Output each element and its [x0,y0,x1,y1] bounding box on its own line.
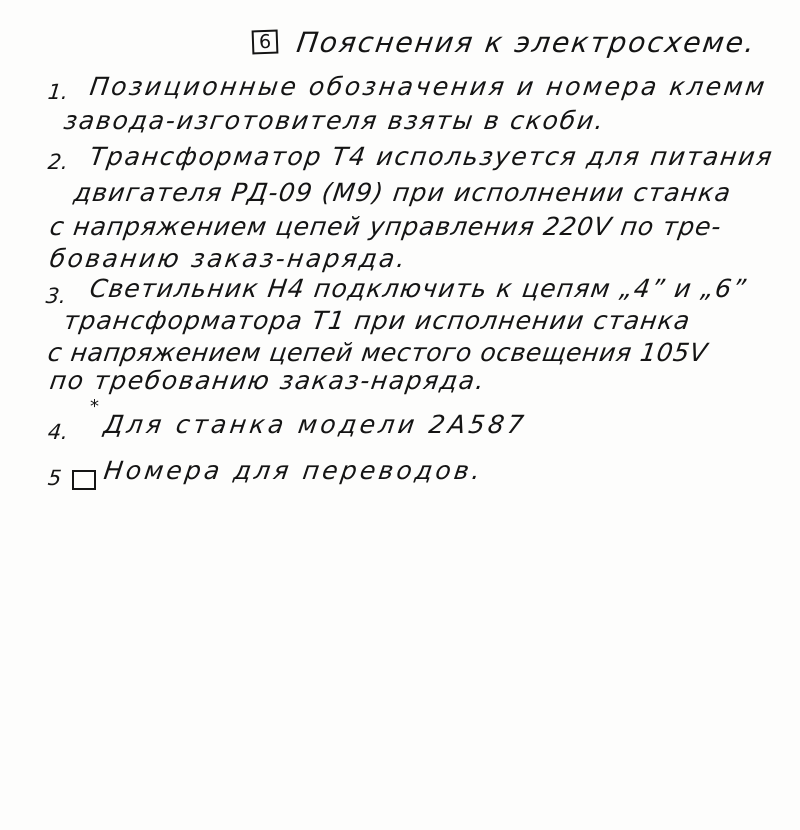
note-4-number: 4. [46,420,70,444]
note-4-asterisk: * [90,396,99,417]
note-3-line-1: Светильник Н4 подключить к цепям „4” и „6” [88,274,749,303]
section-title: Пояснения к электросхеме. [294,26,759,59]
note-5-number: 5 [46,466,63,490]
note-3-number: 3. [44,284,68,308]
section-heading [252,26,759,66]
note-1-number: 1. [46,80,70,104]
note-2-line-1: Трансформатор Т4 используется для питания [88,142,776,171]
note-3-line-4: по требованию заказ-наряда. [48,366,488,395]
note-2-number: 2. [46,150,70,174]
note-3-line-3: с напряжением цепей местого освещения 105V [46,338,710,367]
note-1-line-1: Позиционные обозначения и номера клемм [88,72,769,101]
note-2-line-3: с напряжением цепей управления 220V по тре- [48,212,724,241]
note-1-line-2: завода-изготовителя взяты в скоби. [62,106,608,135]
note-4-line-1: Для станка модели 2А587 [102,410,529,439]
note-5-box-symbol [72,470,96,490]
section-number-box: 6 [252,30,279,55]
note-3-line-2: трансформатора Т1 при исполнении станка [62,306,693,335]
note-2-line-4: бованию заказ-наряда. [48,244,410,273]
note-5-line-1: Номера для переводов. [102,456,486,485]
note-2-line-2: двигателя РД-09 (М9) при исполнении станка [72,178,734,207]
